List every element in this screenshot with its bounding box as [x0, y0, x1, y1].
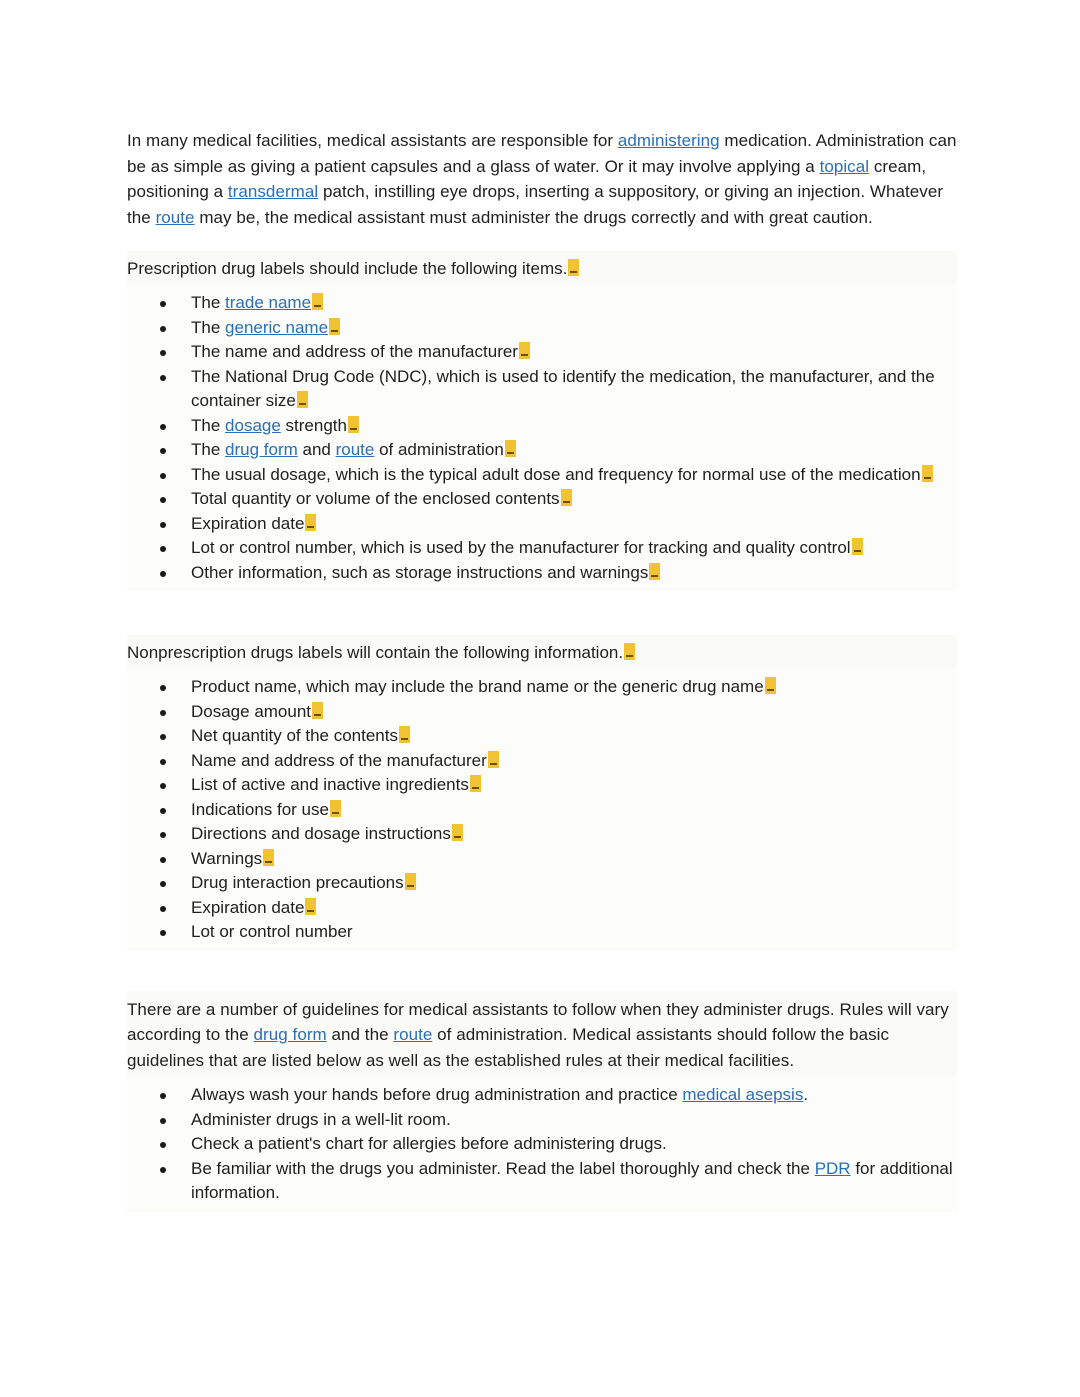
text: and the: [326, 1025, 394, 1044]
list-item: [127, 896, 957, 921]
text: may be, the medical assistant must administer the drugs correctly and with great caution.: [194, 207, 873, 227]
link-route[interactable]: route: [393, 1025, 433, 1044]
list-item: [127, 798, 957, 823]
list-item: [127, 463, 957, 488]
link-drug-form[interactable]: drug form: [225, 440, 298, 459]
list-item: [127, 365, 957, 414]
list-item: [127, 847, 957, 872]
link-pdr[interactable]: PDR: [814, 1158, 851, 1178]
comment-marker-icon[interactable]: [922, 465, 933, 482]
bullet-icon: [160, 571, 166, 577]
comment-marker-icon[interactable]: [561, 489, 572, 506]
text: patch, instilling eye drops, inserting a suppository, or giving an injection. Whatever the: [127, 182, 944, 227]
list-item: [127, 561, 957, 586]
list-item: [127, 536, 957, 561]
list-item: [127, 1083, 957, 1108]
comment-marker-icon[interactable]: [765, 677, 776, 694]
text: The: [191, 415, 226, 435]
bullet-icon: [160, 857, 166, 863]
list-item: [127, 749, 957, 774]
guidelines-paragraph: [127, 991, 957, 1078]
bullet-icon: [160, 424, 166, 430]
text: for additional information.: [191, 1158, 953, 1202]
link-trade-name[interactable]: trade name: [225, 293, 312, 312]
comment-marker-icon[interactable]: [312, 293, 323, 310]
text: Indications for use: [191, 799, 329, 819]
text: Lot or control number: [191, 922, 353, 941]
text: Product name, which may include the brand name or the generic drug name: [191, 677, 764, 696]
text: Lot or control number, which is used by the manufacturer for tracking and quality control: [191, 538, 851, 557]
text: Directions and dosage instructions: [191, 824, 451, 843]
list-item: [127, 822, 957, 847]
bullet-icon: [160, 522, 166, 528]
text: Nonprescription drugs labels will contain the following information.: [127, 643, 624, 662]
comment-marker-icon[interactable]: [305, 514, 316, 531]
text: The name and address of the manufacturer: [191, 342, 518, 361]
text: Check a patient's chart for allergies before administering drugs.: [191, 1134, 667, 1153]
prescription-list: [127, 285, 957, 591]
text: The usual dosage, which is the typical adult dose and frequency for normal use of the medication: [191, 464, 921, 484]
bullet-icon: [160, 734, 166, 740]
list-item: [127, 340, 957, 365]
bullet-icon: [160, 710, 166, 716]
list-item: [127, 1108, 957, 1133]
list-item: [127, 724, 957, 749]
bullet-icon: [160, 375, 166, 381]
prescription-lead: [127, 251, 957, 285]
link-administering[interactable]: administering: [617, 131, 720, 150]
list-item: [127, 773, 957, 798]
bullet-icon: [160, 881, 166, 887]
text: Dosage amount: [191, 701, 312, 721]
comment-marker-icon[interactable]: [519, 342, 530, 359]
bullet-icon: [160, 1167, 166, 1173]
text: Administer drugs in a well-lit room.: [191, 1109, 451, 1129]
list-item: [127, 1157, 957, 1206]
text: medication. Administration can be as simple as giving a patient capsules and a glass of water. Or it may involve applying a: [127, 131, 957, 176]
list-item: [127, 675, 957, 700]
text: cream, positioning a: [127, 156, 927, 201]
guidelines-list: [127, 1077, 957, 1212]
text: List of active and inactive ingredients: [191, 775, 469, 794]
comment-marker-icon[interactable]: [329, 318, 340, 335]
list-item: [127, 291, 957, 316]
comment-marker-icon[interactable]: [488, 751, 499, 768]
bullet-icon: [160, 473, 166, 479]
comment-marker-icon[interactable]: [649, 563, 660, 580]
bullet-icon: [160, 783, 166, 789]
list-item: [127, 920, 957, 945]
list-item: [127, 871, 957, 896]
list-item: [127, 512, 957, 537]
comment-marker-icon[interactable]: [470, 775, 481, 792]
comment-marker-icon[interactable]: [305, 898, 316, 915]
text: Warnings: [191, 848, 263, 868]
text: Expiration date: [191, 513, 305, 533]
link-drug-form[interactable]: drug form: [253, 1025, 327, 1044]
text: The: [191, 293, 226, 312]
comment-marker-icon[interactable]: [452, 824, 463, 841]
text: Name and address of the manufacturer: [191, 750, 487, 770]
text: of administration. Medical assistants should follow the basic guidelines that are listed below as well as the established rules at their medical facilities.: [127, 1025, 890, 1070]
nonprescription-lead: [127, 635, 957, 669]
link-generic-name[interactable]: generic name: [225, 317, 329, 337]
text: Prescription drug labels should include the following items.: [127, 259, 568, 278]
link-medical-asepsis[interactable]: medical asepsis: [682, 1085, 804, 1104]
intro-paragraph: [127, 128, 957, 230]
text: The National Drug Code (NDC), which is used to identify the medication, the manufacturer, and the container size: [191, 366, 935, 410]
text: .: [803, 1085, 809, 1104]
bullet-icon: [160, 301, 166, 307]
list-item: [127, 700, 957, 725]
list-item: [127, 1132, 957, 1157]
bullet-icon: [160, 906, 166, 912]
bullet-icon: [160, 685, 166, 691]
text: Drug interaction precautions: [191, 873, 404, 892]
comment-marker-icon[interactable]: [312, 702, 323, 719]
bullet-icon: [160, 546, 166, 552]
comment-marker-icon[interactable]: [505, 440, 516, 457]
bullet-icon: [160, 930, 166, 936]
bullet-icon: [160, 350, 166, 356]
text: Total quantity or volume of the enclosed contents: [191, 489, 560, 508]
link-route[interactable]: route: [335, 440, 375, 459]
text: The: [191, 440, 226, 459]
text: of administration: [374, 440, 504, 459]
bullet-icon: [160, 448, 166, 454]
comment-marker-icon[interactable]: [624, 643, 635, 660]
link-route[interactable]: route: [155, 207, 195, 227]
text: strength: [280, 415, 347, 435]
bullet-icon: [160, 1142, 166, 1148]
comment-marker-icon[interactable]: [330, 800, 341, 817]
text: Net quantity of the contents: [191, 726, 398, 745]
document-page: [127, 128, 957, 1212]
text: Always wash your hands before drug administration and practice: [191, 1085, 683, 1104]
link-dosage[interactable]: dosage: [225, 415, 281, 435]
comment-marker-icon[interactable]: [348, 416, 359, 433]
text: There are a number of guidelines for medical assistants to follow when they administer drugs. Rules will vary according to the: [127, 999, 949, 1044]
bullet-icon: [160, 1093, 166, 1099]
text: In many medical facilities, medical assistants are responsible for: [127, 131, 618, 150]
list-item: [127, 438, 957, 463]
comment-marker-icon[interactable]: [405, 873, 416, 890]
bullet-icon: [160, 808, 166, 814]
nonprescription-list: [127, 669, 957, 951]
bullet-icon: [160, 497, 166, 503]
bullet-icon: [160, 832, 166, 838]
list-item: [127, 487, 957, 512]
text: Be familiar with the drugs you administer. Read the label thoroughly and check the: [191, 1158, 815, 1178]
text: Expiration date: [191, 897, 305, 917]
bullet-icon: [160, 759, 166, 765]
text: and: [297, 440, 336, 459]
text: The: [191, 317, 226, 337]
link-topical[interactable]: topical: [819, 156, 870, 176]
text: Other information, such as storage instructions and warnings: [191, 562, 649, 582]
comment-marker-icon[interactable]: [399, 726, 410, 743]
comment-marker-icon[interactable]: [263, 849, 274, 866]
list-item: [127, 414, 957, 439]
comment-marker-icon[interactable]: [852, 538, 863, 555]
comment-marker-icon[interactable]: [297, 391, 308, 408]
bullet-icon: [160, 326, 166, 332]
bullet-icon: [160, 1118, 166, 1124]
comment-marker-icon[interactable]: [568, 259, 579, 276]
list-item: [127, 316, 957, 341]
link-transdermal[interactable]: transdermal: [227, 182, 319, 201]
